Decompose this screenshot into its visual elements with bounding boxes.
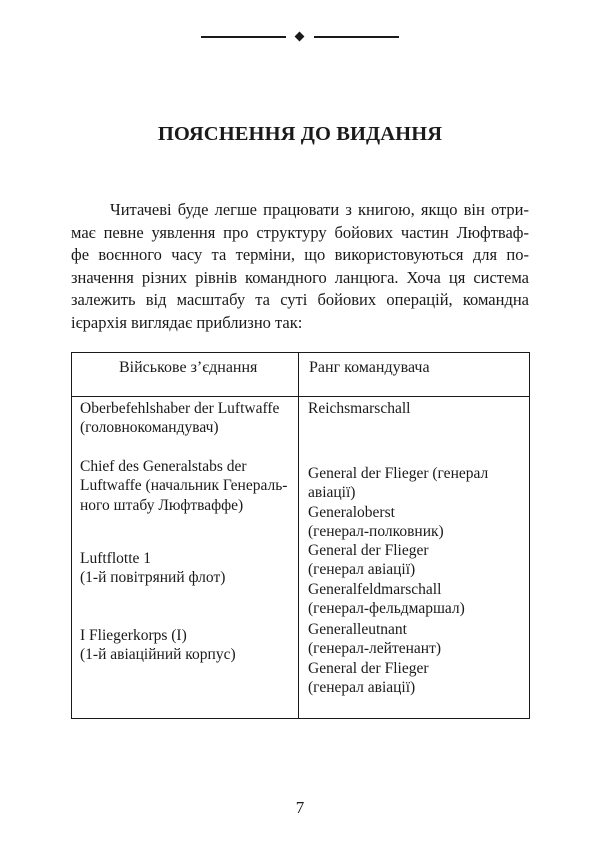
intro-line: ієрархія виглядає приблизно так: [71,312,303,332]
formation-line: (1-й авіаційний корпус) [80,646,236,664]
formation-cell-luftflotte [80,549,225,588]
formation-line: Luftwaffe (начальник Генераль- [80,477,288,495]
rank-line: (генерал-лейтенант) [308,640,441,658]
rank-cell-reichsmarschall [308,399,410,418]
ornament-rule-right [314,36,399,38]
rank-line: Reichsmarschall [308,400,411,417]
column-divider [298,353,299,718]
intro-line: залежить від масштабу та суті бойових операцій, командна [71,290,529,309]
page-title: ПОЯСНЕННЯ ДО ВИДАННЯ [157,123,443,145]
column-header-formation: Військове з’єднання [119,359,258,376]
rank-line: Generalleutnant [308,621,407,638]
intro-line: значення різних рівнів командного ланцюга. Хоча ця система [71,267,529,287]
ornament-rule-left [201,36,286,38]
rank-line: авіації) [308,484,356,502]
formation-line: Chief des Generalstabs der [80,458,247,475]
rank-line: (генерал авіації) [308,678,416,696]
formation-cell-generalstab [80,457,287,515]
rank-cell-generalstab [308,464,488,541]
intro-line: фе воєнного часу та терміни, що використовуються для по- [71,245,529,264]
rank-line: Generaloberst [308,503,395,521]
ornament-diamond-icon [295,32,305,42]
intro-paragraph [71,199,529,334]
formation-cell-fliegerkorps [80,626,236,665]
formation-line: Luftflotte 1 [80,550,152,567]
rank-line: (генерал-фельдмаршал) [308,599,465,617]
header-ornament [0,30,600,44]
formation-line: I Fliegerkorps (I) [80,627,187,644]
rank-line: (генерал авіації) [308,561,416,579]
formation-line: (головнокомандувач) [80,419,219,437]
formation-line: Oberbefehlshaber der Luftwaffe [80,400,280,417]
rank-line: (генерал-полковник) [308,522,444,540]
rank-cell-fliegerkorps [308,620,441,697]
rank-line: General der Flieger [308,659,429,677]
page-number: 7 [295,798,305,817]
rank-line: General der Flieger [308,542,429,559]
intro-line: Читачеві буде легше працювати з книгою, якщо він отри- [110,200,529,219]
table-header-row [72,353,529,397]
command-hierarchy-table [71,352,530,719]
intro-line: має певне уявлення про структуру бойових частин Люфтваф- [71,222,529,242]
formation-line: (1-й повітряний флот) [80,569,226,587]
formation-line: ного штабу Люфтваффе) [80,496,244,514]
rank-line: Generalfeldmarschall [308,580,442,598]
formation-cell-oberbefehlshaber [80,399,279,438]
column-header-rank: Ранг командувача [309,359,430,376]
rank-cell-luftflotte [308,541,465,618]
rank-line: General der Flieger (генерал [308,465,489,482]
